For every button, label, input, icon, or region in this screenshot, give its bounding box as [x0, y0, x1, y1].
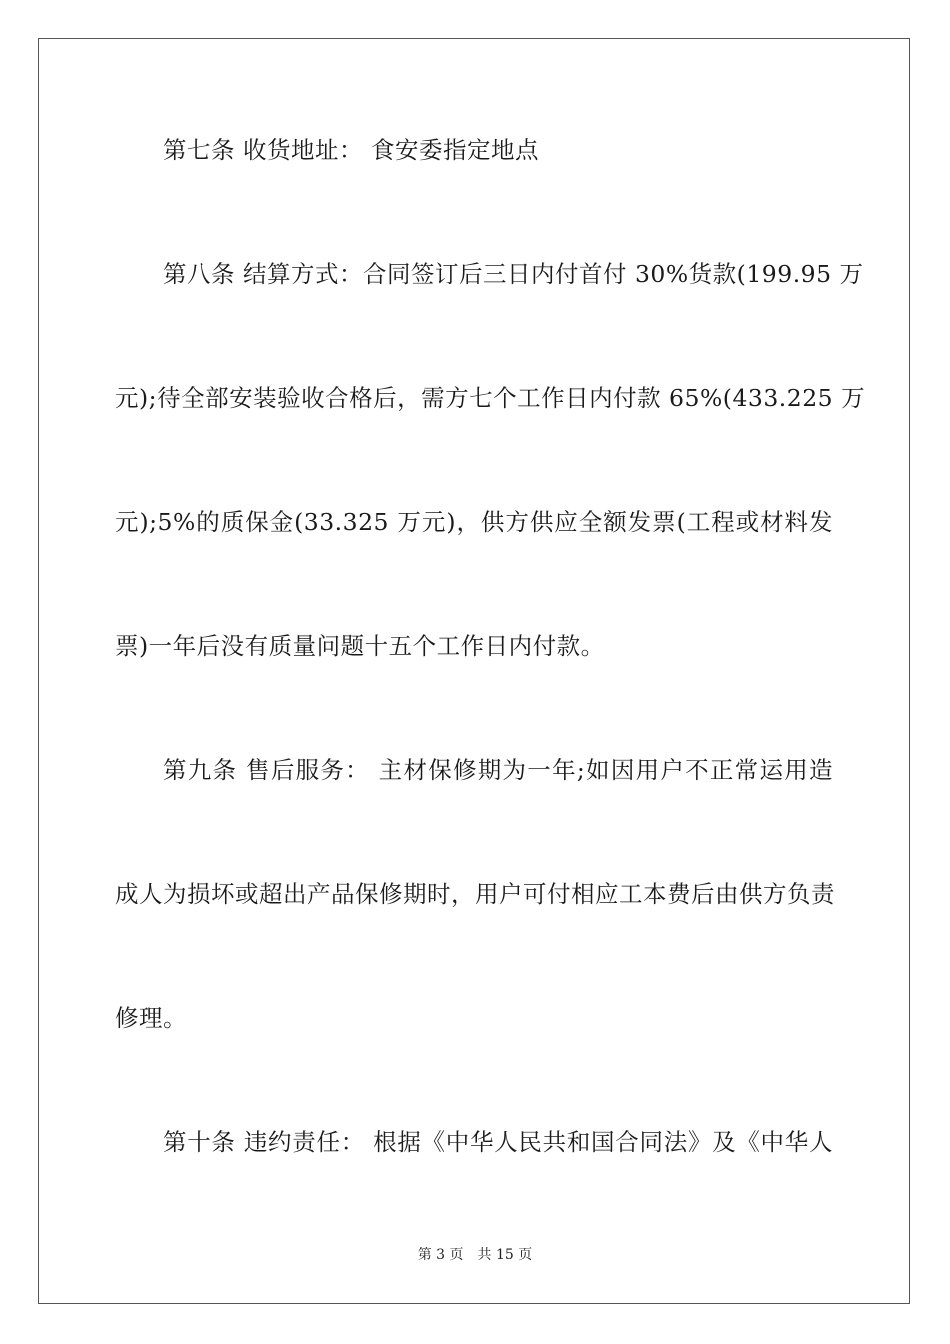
article-8-line-3: 元);5%的质保金(33.325 万元)，供方供应全额发票(工程或材料发 — [115, 508, 833, 536]
page-footer — [0, 1246, 950, 1264]
article-9-line-3: 修理。 — [115, 1004, 187, 1032]
article-8-line-2: 元);待全部安装验收合格后，需方七个工作日内付款 65%(433.225 万 — [115, 384, 866, 412]
article-8-line-1: 第八条 结算方式：合同签订后三日内付首付 30%货款(199.95 万 — [163, 260, 864, 288]
page-number: 第 3 页 — [417, 1247, 464, 1263]
article-7-line-1: 第七条 收货地址： 食安委指定地点 — [163, 136, 539, 164]
page-total: 共 15 页 — [477, 1247, 533, 1263]
article-9-line-2: 成人为损坏或超出产品保修期时，用户可付相应工本费后由供方负责 — [115, 880, 835, 908]
article-8-line-4: 票)一年后没有质量问题十五个工作日内付款。 — [115, 632, 605, 660]
page-border — [38, 38, 910, 1304]
article-10-line-1: 第十条 违约责任： 根据《中华人民共和国合同法》及《中华人 — [163, 1128, 833, 1156]
article-9-line-1: 第九条 售后服务： 主材保修期为一年;如因用户不正常运用造 — [163, 756, 833, 784]
